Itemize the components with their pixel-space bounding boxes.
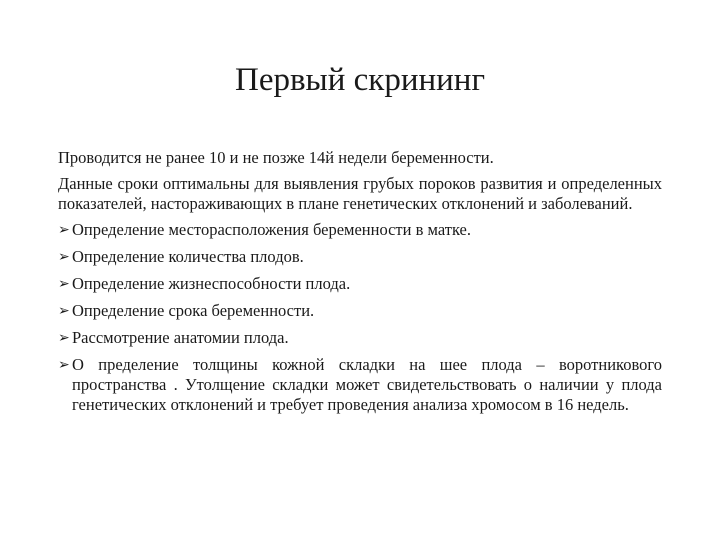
arrow-bullet-icon: ➢ <box>58 276 70 292</box>
arrow-bullet-icon: ➢ <box>58 357 70 373</box>
slide-body <box>58 148 662 422</box>
arrow-bullet-icon: ➢ <box>58 222 70 238</box>
list-item-text: Определение жизнеспособности плода. <box>72 274 351 293</box>
list-item <box>58 328 662 348</box>
arrow-bullet-icon: ➢ <box>58 303 70 319</box>
list-item <box>58 274 662 294</box>
list-item <box>58 355 662 415</box>
list-item-text: Рассмотрение анатомии плода. <box>72 328 289 347</box>
arrow-bullet-icon: ➢ <box>58 249 70 265</box>
arrow-bullet-icon: ➢ <box>58 330 70 346</box>
list-item <box>58 301 662 321</box>
list-item-text: Определение месторасположения беременности в матке. <box>72 220 471 239</box>
list-item-text: Определение срока беременности. <box>72 301 315 320</box>
bullet-list <box>58 220 662 415</box>
paragraph-purpose: Данные сроки оптимальны для выявления грубых пороков развития и определенных показателей, настораживающих в плане генетических отклонений и заболеваний. <box>58 174 662 213</box>
paragraph-timing: Проводится не ранее 10 и не позже 14й недели беременности. <box>58 148 494 167</box>
list-item-text: О пределение толщины кожной складки на шее плода – воротникового пространства . Утолщение складки может свидетельствовать о наличии у плода генетических отклонений и требует проведения анализа хромосом в 16 недель. <box>72 355 662 414</box>
list-item <box>58 220 662 240</box>
slide-title: Первый скрининг <box>235 62 485 98</box>
list-item <box>58 247 662 267</box>
list-item-text: Определение количества плодов. <box>72 247 304 266</box>
